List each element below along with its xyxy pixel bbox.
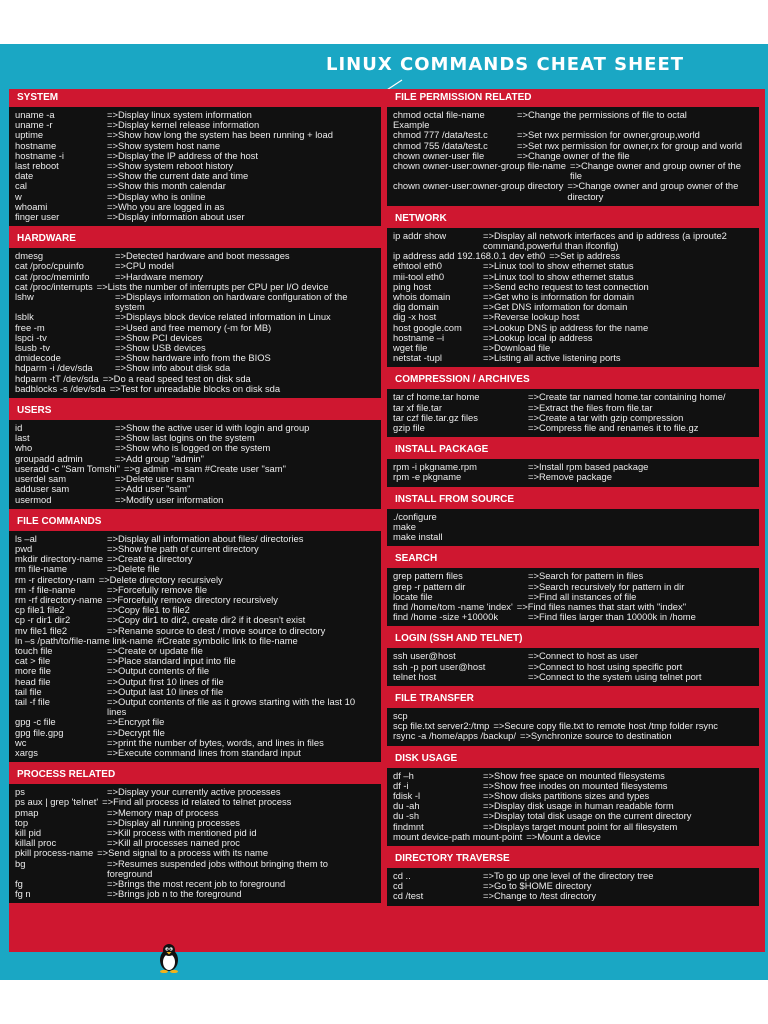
command-row — [15, 554, 375, 564]
command-description: =>Output contents of file — [107, 665, 210, 677]
command-description: =>Forcefully remove directory recursively — [106, 593, 278, 605]
command-text: grep -r pattern dir — [393, 580, 466, 592]
command-description: #Create symbolic link to file-name — [157, 634, 298, 646]
command-description: =>Display who is online — [107, 190, 206, 202]
command-text: chown owner-user:owner-group directory — [393, 180, 564, 192]
command-row — [393, 532, 753, 542]
command-text: ps aux | grep 'telnet' — [15, 796, 99, 808]
section-title-hardware: HARDWARE — [17, 233, 76, 245]
command-text: du -sh — [393, 810, 420, 822]
command-text: adduser sam — [15, 483, 70, 495]
command-text: scp file.txt server2:/tmp — [393, 720, 490, 732]
command-row — [15, 474, 375, 484]
command-description: =>Add group "admin" — [115, 452, 205, 464]
command-description: =>Linux tool to show ethernet status — [483, 260, 634, 272]
command-description: =>Compress file and renames it to file.gz — [528, 422, 699, 434]
command-description: =>Show PCI devices — [115, 331, 203, 343]
command-text: telnet host — [393, 670, 437, 682]
command-text: chmod 755 /data/test.c — [393, 139, 488, 151]
right-column — [387, 89, 759, 910]
command-description: =>Change the permissions of file to octal — [517, 109, 687, 120]
command-description: =>Connect to host using specific port — [528, 660, 683, 672]
command-text: ps — [15, 786, 25, 798]
command-text: cal — [15, 180, 27, 192]
command-text: tar cf home.tar home — [393, 391, 480, 403]
command-description: =>Do a read speed test on disk sda — [102, 372, 251, 384]
command-description: =>Output first 10 lines of file — [107, 675, 224, 687]
command-row — [393, 231, 753, 251]
command-text: wc — [15, 736, 27, 748]
command-text: cd — [393, 880, 403, 892]
section-box-file-commands — [9, 531, 381, 762]
command-description: =>Change owner and group owner of the directory — [567, 180, 739, 202]
command-description: =>Modify user information — [115, 493, 224, 505]
command-row — [393, 832, 753, 842]
command-text: du -ah — [393, 800, 420, 812]
command-description: =>Display disk usage in human readable form — [483, 800, 674, 812]
section-title-file-transfer: FILE TRANSFER — [395, 692, 474, 704]
command-row — [15, 889, 375, 899]
command-description: =>Delete directory recursively — [98, 573, 223, 585]
command-description: =>Create a tar with gzip compression — [528, 411, 684, 423]
command-description: =>Show this month calendar — [107, 180, 226, 192]
section-title-install-package: INSTALL PACKAGE — [395, 444, 489, 456]
command-row — [15, 484, 375, 494]
section-box-process-related — [9, 784, 381, 903]
command-description: =>Forcefully remove file — [107, 583, 208, 595]
section-box-hardware — [9, 248, 381, 398]
command-description: =>Reverse lookup host — [483, 311, 580, 323]
command-text: scp — [393, 710, 408, 721]
command-description: =>Delete user sam — [115, 473, 195, 485]
command-text: ln –s /path/to/file-name link-name — [15, 634, 154, 646]
command-description: =>Show the current date and time — [107, 170, 249, 182]
command-description: =>Display the IP address of the host — [107, 149, 258, 161]
command-description: =>Change owner of the file — [517, 149, 630, 161]
command-description: =>Go to $HOME directory — [483, 880, 592, 892]
command-text: gpg -c file — [15, 716, 56, 728]
command-row — [393, 522, 753, 532]
command-text: findmnt — [393, 820, 424, 832]
command-text: rm file-name — [15, 563, 68, 575]
command-text: more file — [15, 665, 51, 677]
command-text: uname -a — [15, 109, 55, 120]
command-description: =>Show info about disk sda — [115, 362, 231, 374]
command-text: gzip file — [393, 422, 425, 434]
command-description: =>Show who is logged on the system — [115, 442, 271, 454]
command-text: fdisk -l — [393, 789, 421, 801]
command-description: =>Place standard input into file — [107, 655, 236, 667]
command-text: cat > file — [15, 655, 51, 667]
command-description: =>Kill all processes named proc — [107, 837, 240, 849]
command-text: rm -f file-name — [15, 583, 76, 595]
command-description: =>Who you are logged in as — [107, 200, 225, 212]
command-description: =>Find files names that start with "index" — [516, 600, 687, 612]
command-description: =>Show free space on mounted filesystems — [483, 769, 665, 781]
command-text: groupadd admin — [15, 452, 83, 464]
command-text: who — [15, 442, 33, 454]
command-row — [393, 161, 753, 181]
command-text: bg — [15, 857, 26, 869]
command-text: last — [15, 432, 30, 444]
command-text: rm -r directory-nam — [15, 573, 95, 585]
command-row — [393, 333, 753, 343]
command-text: ip address add 192.168.0.1 dev eth0 — [393, 250, 546, 262]
command-text: whois domain — [393, 291, 451, 303]
command-text: find /home/tom -name 'index' — [393, 600, 513, 612]
command-text: df –h — [393, 769, 414, 781]
tux-penguin-icon — [157, 943, 181, 973]
command-description: =>Display all network interfaces and ip address (a iproute2 command,powerful than ifconfig) — [483, 229, 727, 252]
command-text: rpm -e pkgname — [393, 471, 462, 483]
command-description: =>Display all information about files/ directories — [107, 532, 304, 544]
command-description: =>Show the path of current directory — [107, 542, 259, 554]
command-row — [393, 731, 753, 741]
command-row — [15, 859, 375, 879]
command-description: =>Decrypt file — [107, 726, 165, 738]
command-description: =>Display information about user — [107, 211, 245, 223]
command-description: =>Display all running processes — [107, 816, 240, 828]
command-description: =>Change owner and group owner of the file — [570, 160, 741, 182]
command-description: =>Get who is information for domain — [483, 291, 635, 303]
command-row — [15, 212, 375, 222]
command-text: hostname –i — [393, 331, 445, 343]
command-text: chown owner-user:owner-group file-name — [393, 160, 566, 172]
command-text: mii-tool eth0 — [393, 270, 445, 282]
command-text: gpg file.gpg — [15, 726, 64, 738]
command-description: =>Show system host name — [107, 139, 221, 151]
command-description: =>Search for pattern in files — [528, 570, 644, 582]
command-row — [15, 697, 375, 717]
command-text: date — [15, 170, 34, 182]
command-description: =>Create a directory — [107, 553, 193, 565]
section-box-file-permission — [387, 107, 759, 206]
command-description: =>Display kernel release information — [107, 119, 260, 131]
section-title-users: USERS — [17, 405, 52, 417]
command-description: =>Lookup local ip address — [483, 331, 593, 343]
command-description: =>Execute command lines from standard input — [107, 746, 301, 758]
section-title-system: SYSTEM — [17, 92, 59, 103]
command-row — [393, 423, 753, 433]
command-text: df -i — [393, 779, 409, 791]
command-text: netstat -tupl — [393, 352, 442, 364]
command-description: =>Find all instances of file — [528, 590, 637, 602]
command-description: =>Lookup DNS ip address for the name — [483, 321, 649, 333]
section-title-file-commands: FILE COMMANDS — [17, 515, 102, 527]
section-title-search: SEARCH — [395, 553, 438, 565]
command-description: =>Connect to the system using telnet port — [528, 670, 702, 682]
command-text: locate file — [393, 590, 433, 602]
command-text: touch file — [15, 644, 53, 656]
command-description: =>Set ip address — [549, 250, 621, 262]
command-text: usermod — [15, 493, 52, 505]
command-description: =>Show system reboot history — [107, 160, 234, 172]
command-description: =>Find all process id related to telnet process — [102, 796, 292, 808]
command-text: cat /proc/interrupts — [15, 280, 93, 292]
command-text: badblocks -s /dev/sda — [15, 382, 106, 394]
section-title-directory-traverse: DIRECTORY TRAVERSE — [395, 852, 510, 864]
command-text: cd /test — [393, 890, 424, 902]
command-description: =>Set rwx permission for owner,rx for group and world — [517, 139, 743, 151]
command-description: =>Show disks partitions sizes and types — [483, 789, 650, 801]
command-description: =>Connect to host as user — [528, 650, 638, 662]
command-text: dig -x host — [393, 311, 437, 323]
section-title-file-permission: FILE PERMISSION RELATED — [395, 92, 532, 103]
section-box-users — [9, 420, 381, 509]
command-text: make install — [393, 532, 443, 543]
command-text: hdparm -tT /dev/sda — [15, 372, 99, 384]
command-description: =>Change to /test directory — [483, 890, 597, 902]
command-description: =>print the number of bytes, words, and lines in files — [107, 736, 324, 748]
command-description: =>Send echo request to test connection — [483, 280, 649, 292]
section-box-directory-traverse — [387, 868, 759, 906]
command-text: hdparm -i /dev/sda — [15, 362, 93, 374]
command-description: =>Download file — [483, 342, 551, 354]
command-row — [393, 472, 753, 482]
command-text: rm -rf directory-name — [15, 593, 103, 605]
command-description: =>Create tar named home.tar containing home/ — [528, 391, 726, 403]
command-description: =>Brings the most recent job to foreground — [107, 878, 286, 889]
section-box-system — [9, 107, 381, 226]
command-description: =>Copy file1 to file2 — [107, 604, 190, 616]
top-margin — [0, 0, 768, 44]
command-text: tar xf file.tar — [393, 401, 442, 413]
command-text: fg n — [15, 888, 31, 900]
command-text: top — [15, 816, 29, 828]
command-text: tail file — [15, 685, 42, 697]
section-box-search — [387, 568, 759, 626]
command-text: ssh -p port user@host — [393, 660, 486, 672]
command-text: make — [393, 521, 416, 532]
command-description: =>Secure copy file.txt to remote host /tmp folder rsync — [493, 720, 718, 732]
command-description: =>Output contents of file as it grows starting with the last 10 lines — [107, 695, 356, 718]
command-text: lshw — [15, 291, 34, 303]
command-text: dmidecode — [15, 352, 61, 364]
command-row — [393, 512, 753, 522]
section-box-compression — [387, 389, 759, 437]
command-description: =>Resumes suspended jobs without bringing them to foreground — [107, 857, 328, 879]
command-text: fg — [15, 878, 23, 889]
command-description: =>Displays block device related information in Linux — [115, 311, 331, 323]
section-title-compression: COMPRESSION / ARCHIVES — [395, 374, 530, 386]
command-text: chmod 777 /data/test.c — [393, 129, 488, 141]
command-text: last reboot — [15, 160, 59, 172]
section-box-install-package — [387, 459, 759, 486]
command-description: =>Mount a device — [526, 830, 601, 842]
command-text: rpm -i pkgname.rpm — [393, 461, 477, 473]
command-description: =>To go up one level of the directory tree — [483, 869, 654, 881]
command-text: chown owner-user file — [393, 149, 485, 161]
command-description: =>Listing all active listening ports — [483, 352, 621, 364]
command-description: =>Add user "sam" — [115, 483, 191, 495]
command-text: ssh user@host — [393, 650, 456, 662]
command-text: head file — [15, 675, 51, 687]
command-description: =>Set rwx permission for owner,group,world — [517, 129, 700, 141]
command-text: free -m — [15, 321, 45, 333]
command-row — [393, 651, 753, 661]
command-description: =>Detected hardware and boot messages — [115, 250, 290, 262]
command-description: =>Kill process with mentioned pid id — [107, 826, 257, 838]
command-description: =>Displays target mount point for all filesystem — [483, 820, 678, 832]
command-row — [393, 110, 753, 120]
command-description: =>Extract the files from file.tar — [528, 401, 653, 413]
command-row — [15, 464, 375, 474]
command-description: =>Rename source to dest / move source to directory — [107, 624, 326, 636]
command-text: ethtool eth0 — [393, 260, 442, 272]
command-text: cat /proc/meminfo — [15, 270, 90, 282]
section-box-disk-usage — [387, 768, 759, 846]
command-text: mv file1 file2 — [15, 624, 68, 636]
command-text: ping host — [393, 280, 432, 292]
command-text: killall proc — [15, 837, 57, 849]
section-box-login — [387, 648, 759, 686]
command-description: =>Remove package — [528, 471, 612, 483]
command-description: =>Synchronize source to destination — [519, 730, 672, 742]
command-text: cp -r dir1 dir2 — [15, 614, 71, 626]
command-text: id — [15, 422, 23, 434]
command-text: Example — [393, 120, 430, 131]
command-description: =>Show the active user id with login and group — [115, 422, 310, 434]
command-text: tail -f file — [15, 695, 50, 707]
command-row — [15, 292, 375, 312]
command-text: lspci -tv — [15, 331, 47, 343]
command-text: cat /proc/cpuinfo — [15, 260, 84, 272]
section-box-install-source — [387, 509, 759, 547]
command-description: =>Show hardware info from the BIOS — [115, 352, 271, 364]
command-description: =>g admin -m sam #Create user "sam" — [123, 462, 286, 474]
command-text: xargs — [15, 746, 38, 758]
command-description: =>Output last 10 lines of file — [107, 685, 224, 697]
command-text: tar czf file.tar.gz files — [393, 411, 478, 423]
command-row — [15, 564, 375, 574]
command-text: chmod octal file-name — [393, 109, 485, 120]
command-description: =>Delete file — [107, 563, 160, 575]
section-title-install-source: INSTALL FROM SOURCE — [395, 493, 515, 505]
command-description: =>Show USB devices — [115, 342, 206, 354]
command-row — [393, 612, 753, 622]
page-title: LINUX COMMANDS CHEAT SHEET — [326, 54, 685, 75]
command-text: userdel sam — [15, 473, 67, 485]
command-description: =>Displays information on hardware configuration of the system — [115, 291, 348, 313]
cheat-sheet-panel — [9, 89, 765, 952]
command-text: dig domain — [393, 301, 439, 313]
command-description: =>Search recursively for pattern in dir — [528, 580, 685, 592]
section-title-login: LOGIN (SSH AND TELNET) — [395, 633, 523, 645]
command-description: =>Linux tool to show ethernet status — [483, 270, 634, 282]
command-text: hostname — [15, 139, 57, 151]
command-text: grep pattern files — [393, 570, 463, 582]
command-text: lsblk — [15, 311, 34, 323]
command-text: pmap — [15, 806, 39, 818]
command-text: w — [15, 190, 22, 202]
command-description: =>Copy dir1 to dir2, create dir2 if it doesn't exist — [107, 614, 306, 626]
left-column — [9, 89, 381, 907]
command-description: =>Get DNS information for domain — [483, 301, 628, 313]
command-text: mount device-path mount-point — [393, 830, 523, 842]
command-text: pwd — [15, 542, 33, 554]
command-row — [393, 672, 753, 682]
command-text: ip addr show — [393, 229, 447, 241]
command-row — [393, 353, 753, 363]
command-row — [393, 571, 753, 581]
command-row — [15, 384, 375, 394]
command-row — [15, 615, 375, 625]
command-text: mkdir directory-name — [15, 553, 104, 565]
command-text: rsync -a /home/apps /backup/ — [393, 730, 516, 742]
command-text: uname -r — [15, 119, 53, 131]
command-text: dmesg — [15, 250, 44, 262]
section-box-file-transfer — [387, 708, 759, 746]
bottom-margin — [0, 980, 768, 1024]
command-description: =>Show free inodes on mounted filesystems — [483, 779, 668, 791]
command-description: =>Brings job n to the foreground — [107, 888, 242, 900]
command-text: finger user — [15, 211, 60, 223]
section-title-disk-usage: DISK USAGE — [395, 752, 458, 764]
command-text: cd .. — [393, 869, 411, 881]
command-text: whoami — [15, 200, 48, 212]
command-text: kill pid — [15, 826, 42, 838]
command-description: =>Hardware memory — [115, 270, 204, 282]
command-description: =>Display your currently active processes — [107, 786, 281, 798]
command-row — [15, 717, 375, 727]
command-text: cp file1 file2 — [15, 604, 65, 616]
command-row — [15, 748, 375, 758]
command-description: =>Find files larger than 10000k in /home — [528, 611, 696, 623]
command-description: =>Create or update file — [107, 644, 203, 656]
command-text: lsusb -tv — [15, 342, 50, 354]
command-text: ls –al — [15, 532, 37, 544]
command-description: =>Used and free memory (-m for MB) — [115, 321, 272, 333]
command-text: host google.com — [393, 321, 462, 333]
command-description: =>Lists the number of interrupts per CPU per I/O device — [96, 280, 329, 292]
section-title-network: NETWORK — [395, 212, 447, 224]
command-text: find /home -size +10000k — [393, 611, 499, 623]
command-text: wget file — [393, 342, 428, 354]
command-description: =>CPU model — [115, 260, 174, 272]
command-row — [15, 595, 375, 605]
command-description: =>Display total disk usage on the current directory — [483, 810, 692, 822]
command-row — [393, 181, 753, 201]
command-text: ./configure — [393, 511, 437, 522]
command-text: uptime — [15, 129, 44, 141]
command-row — [393, 891, 753, 901]
command-description: =>Show last logins on the system — [115, 432, 255, 444]
command-row — [15, 495, 375, 505]
command-text: hostname -i — [15, 149, 64, 161]
command-text: useradd -c "Sam Tomshi" — [15, 462, 120, 474]
command-description: =>Test for unreadable blocks on disk sda — [109, 382, 281, 394]
command-description: =>Show how long the system has been running + load — [107, 129, 333, 141]
section-box-network — [387, 228, 759, 368]
section-title-process-related: PROCESS RELATED — [17, 769, 116, 781]
command-description: =>Install rpm based package — [528, 461, 649, 473]
command-text: pkill process-name — [15, 847, 94, 859]
command-description: =>Memory map of process — [107, 806, 219, 818]
command-description: =>Display linux system information — [107, 109, 252, 120]
command-description: =>Send signal to a process with its name — [97, 847, 269, 859]
command-description: =>Encrypt file — [107, 716, 165, 728]
